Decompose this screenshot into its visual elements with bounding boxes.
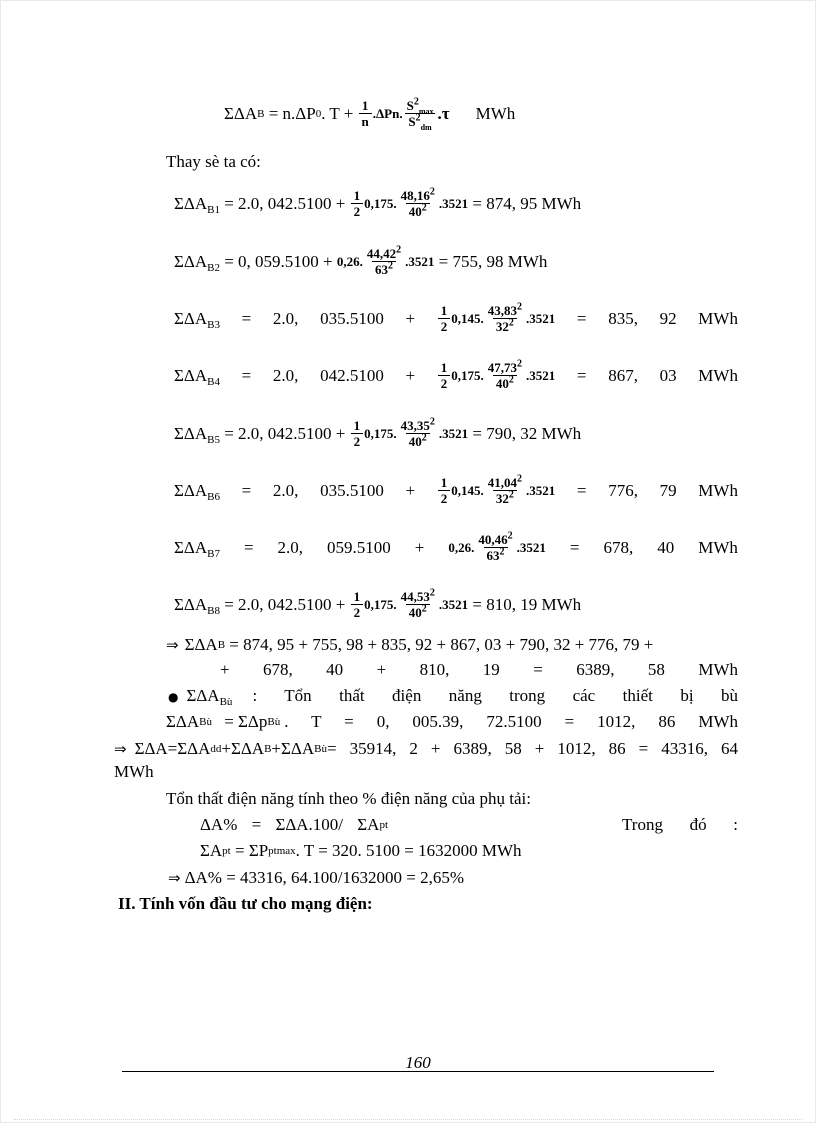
- loss-item-b6: $\Sigma\Delta A_{B6}$ = 2.0, 035.5100 + $\frac{1}{2}$ 0,145 . $\frac{41,04^2}{32^2}$ . 3521 = 776, 79 MWh: [174, 473, 738, 506]
- loss-item-b5: $\Sigma\Delta A_{B5}$ = 2.0, 042.5100 + $\frac{1}{2}$ 0,175 . $\frac{43,35^2}{40^2}$ . 3521 = 790, 32 MWh: [174, 416, 582, 449]
- power-ratio-fraction: $\frac{44,42^2}{63^2}$: [366, 244, 402, 277]
- power-ratio-fraction: $\frac{48,16^2}{40^2}$: [400, 186, 435, 219]
- item-lhs: $\Sigma\Delta A_{B8}$: [174, 594, 220, 617]
- power-ratio-fraction: $\frac{40,46^2}{63^2}$: [478, 530, 513, 563]
- item-lhs: $\Sigma\Delta A_{B5}$: [174, 423, 220, 446]
- sum-b-line1: ⇒ ΣΔA B = 874, 95 + 755, 98 + 835, 92 + 867, 03 + 790, 32 + 776, 79 +: [166, 635, 654, 654]
- loss-item-b8: $\Sigma\Delta A_{B8}$ = 2.0, 042.5100 + $\frac{1}{2}$ 0,175 . $\frac{44,53^2}{40^2}$ . 3521 = 810, 19 MWh: [174, 587, 582, 620]
- apt-formula: ΣA pt = ΣP ptmax . T = 320. 5100 = 1632000 MWh: [200, 841, 522, 860]
- bullet-icon: ●: [168, 690, 179, 704]
- implies-arrow-icon: ⇒: [168, 869, 181, 887]
- percent-intro: Tổn thất điện năng tính theo % điện năng của phụ tải:: [166, 789, 531, 808]
- loss-item-b2: $\Sigma\Delta A_{B2}$ = 0, 059.5100 + 0,26 . $\frac{44,42^2}{63^2}$ . 3521 = 755, 98 MWh: [174, 244, 548, 277]
- bu-equation: ΣΔA Bù = ΣΔp Bù . T = 0, 005.39, 72.5100 = 1012, 86 MWh: [166, 712, 738, 731]
- bu-definition: ● $\Sigma\Delta A_{Bù}$ : Tổn thất điện năng trong các thiết bị bù: [168, 686, 738, 708]
- implies-arrow-icon: ⇒: [114, 740, 127, 758]
- loss-item-b4: $\Sigma\Delta A_{B4}$ = 2.0, 042.5100 + $\frac{1}{2}$ 0,175 . $\frac{47,73^2}{40^2}$ . 3521 = 867, 03 MWh: [174, 358, 738, 391]
- item-lhs: $\Sigma\Delta A_{B3}$: [174, 308, 220, 331]
- power-ratio-fraction: $\frac{41,04^2}{32^2}$: [487, 473, 522, 506]
- item-lhs: $\Sigma\Delta A_{B4}$: [174, 365, 220, 388]
- fraction-one-over-n: $\frac{1}{n}$: [359, 98, 372, 129]
- page-number: 160: [405, 1053, 431, 1072]
- power-ratio-fraction: $\frac{43,83^2}{32^2}$: [487, 301, 522, 334]
- item-lhs: $\Sigma\Delta A_{B2}$: [174, 251, 220, 274]
- half-fraction: $\frac{1}{2}$: [438, 475, 451, 506]
- percent-formula: ΔA% = ΣΔA.100/ ΣA pt Trong đó :: [200, 815, 738, 834]
- power-ratio-fraction: $\frac{47,73^2}{40^2}$: [487, 358, 522, 391]
- total-loss-line: ⇒ ΣΔA=ΣΔA dd +ΣΔA B +ΣΔA Bù = 35914, 2 + 6389, 58 + 1012, 86 = 43316, 64: [114, 739, 738, 758]
- main-formula: ΣΔA B = n.ΔP 0 . T + $\frac{1}{n}$ .ΔP n . $\frac{S^2_{max}}{S^2_{dm}}$ .τ MWh: [224, 96, 516, 132]
- half-fraction: $\frac{1}{2}$: [351, 188, 364, 219]
- implies-arrow-icon: ⇒: [166, 636, 179, 654]
- footer-rule: [122, 1071, 714, 1072]
- page-edge-dots: [14, 1119, 802, 1120]
- sum-b-line2: [220, 660, 738, 680]
- half-fraction: $\frac{1}{2}$: [438, 360, 451, 391]
- sum-b-line2-text: + 678, 40 + 810, 19 = 6389, 58 MWh: [220, 660, 738, 679]
- power-ratio-fraction: $\frac{44,53^2}{40^2}$: [400, 587, 435, 620]
- half-fraction: $\frac{1}{2}$: [438, 303, 451, 334]
- half-fraction: $\frac{1}{2}$: [351, 589, 364, 620]
- section-heading: II. Tính vốn đầu tư cho mạng điện:: [118, 894, 373, 913]
- total-unit: MWh: [114, 762, 154, 781]
- item-lhs: $\Sigma\Delta A_{B6}$: [174, 480, 220, 503]
- loss-item-b7: $\Sigma\Delta A_{B7}$ = 2.0, 059.5100 + 0,26 . $\frac{40,46^2}{63^2}$ . 3521 = 678, 40 MWh: [174, 530, 738, 563]
- item-lhs: $\Sigma\Delta A_{B1}$: [174, 193, 220, 216]
- half-fraction: $\frac{1}{2}$: [351, 418, 364, 449]
- intro-text: Thay sè ta có:: [166, 152, 261, 171]
- power-ratio-fraction: $\frac{43,35^2}{40^2}$: [400, 416, 435, 449]
- loss-item-b3: $\Sigma\Delta A_{B3}$ = 2.0, 035.5100 + $\frac{1}{2}$ 0,145 . $\frac{43,83^2}{32^2}$ . 3521 = 835, 92 MWh: [174, 301, 738, 334]
- fraction-smax-over-sdm: $\frac{S^2_{max}}{S^2_{dm}}$: [406, 96, 434, 132]
- percent-result: ⇒ ΔA% = 43316, 64.100/1632000 = 2,65%: [168, 868, 465, 887]
- loss-item-b1: $\Sigma\Delta A_{B1}$ = 2.0, 042.5100 + $\frac{1}{2}$ 0,175 . $\frac{48,16^2}{40^2}$ . 3521 = 874, 95 MWh: [174, 186, 582, 219]
- item-lhs: $\Sigma\Delta A_{B7}$: [174, 537, 220, 560]
